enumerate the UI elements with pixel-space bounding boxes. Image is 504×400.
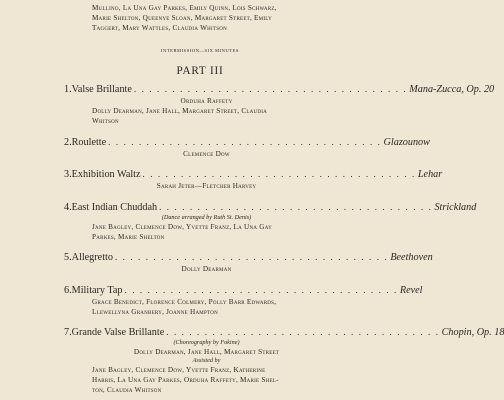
item-composer: Revel <box>399 285 423 296</box>
item-performers: Dolly Dearman <box>181 265 232 273</box>
item-cast-line: ton, Claudia Whitson <box>92 386 162 394</box>
item-title: Military Tap <box>71 285 123 296</box>
item-cast-line: Jane Bagley, Clemence Dow, Yvette Franz, Katherine <box>92 366 266 374</box>
program-item <box>64 168 443 191</box>
cast-continuation <box>92 3 382 33</box>
dot-leaders: . . . . . . . . . . . . . . . . . . . . . . . . . . . . . . . . . . . . <box>142 169 416 179</box>
dot-leaders: . . . . . . . . . . . . . . . . . . . . . . . . . . . . . . . . . . . . <box>108 137 382 147</box>
item-composer: Chopin, Op. 18 <box>441 327 504 338</box>
item-cast-line: Whitson <box>92 117 119 125</box>
item-composer: Beethoven <box>390 252 433 263</box>
item-cast-line: Grace Benedict, Florence Colmery, Polly Barr Edwards, <box>92 298 277 306</box>
item-performers: Orduha Raffety <box>180 97 233 105</box>
item-title: Roulette <box>71 137 107 148</box>
program-item <box>64 284 423 317</box>
program-item <box>64 251 433 274</box>
item-note: (Dance arranged by Ruth St. Denis) <box>161 214 252 221</box>
item-number: 7. <box>64 327 72 338</box>
item-composer: Mana-Zucca, Op. 20 <box>409 84 495 95</box>
item-number: 2. <box>64 137 72 148</box>
intermission-note: INTERMISSION—SIX MINUTES <box>161 48 239 53</box>
item-composer: Glazounow <box>383 137 430 148</box>
item-performers: Sarah Jeter—Fletcher Harvey <box>156 182 257 190</box>
item-composer: Lehar <box>417 169 443 180</box>
item-title: Grande Valse Brillante <box>71 327 165 338</box>
assisted-by-label: Assisted by <box>192 357 221 364</box>
item-composer: Strickland <box>434 202 477 213</box>
item-number: 3. <box>64 169 72 180</box>
item-performers: Dolly Dearman, Jane Hall, Margaret Street <box>133 348 280 356</box>
program-item <box>64 326 504 395</box>
item-cast-line: Dolly Dearman, Jane Hall, Margaret Street, Claudia <box>92 107 268 115</box>
item-number: 4. <box>64 202 72 213</box>
item-cast-line: Llewellyna Granbery, Joanne Hampton <box>92 308 218 316</box>
program-item <box>64 201 477 242</box>
item-performers: Clemence Dow <box>183 150 230 158</box>
item-title: Exhibition Waltz <box>71 169 141 180</box>
cast-line: Mullino, La Una Gay Parkes, Emily Quinn, Lois Schwarz, <box>92 4 277 12</box>
item-note: (Choreography by Fokine) <box>173 339 240 346</box>
dot-leaders: . . . . . . . . . . . . . . . . . . . . . . . . . . . . . . . . . . . . <box>159 202 433 212</box>
program-item <box>64 83 495 126</box>
cast-line: Taggert, Mary Wattles, Claudia Whitson <box>92 24 227 32</box>
dot-leaders: . . . . . . . . . . . . . . . . . . . . . . . . . . . . . . . . . . . . <box>124 285 398 295</box>
item-cast-line: Parkes, Marie Shelton <box>92 233 165 241</box>
dot-leaders: . . . . . . . . . . . . . . . . . . . . . . . . . . . . . . . . . . . . <box>133 84 408 94</box>
item-title: Allegretto <box>71 252 113 263</box>
cast-line: Marie Shelton, Queenye Sloan, Margaret Street, Emily <box>92 14 272 22</box>
item-number: 6. <box>64 285 72 296</box>
item-cast-line: Harris, La Una Gay Parkes, Orduha Raffety, Marie Shel- <box>92 376 279 384</box>
item-number: 5. <box>64 252 72 263</box>
item-number: 1. <box>64 84 72 95</box>
item-title: East Indian Chuddah <box>71 202 158 213</box>
program-item <box>64 136 430 159</box>
dot-leaders: . . . . . . . . . . . . . . . . . . . . . . . . . . . . . . . . . . . . <box>166 327 440 337</box>
item-title: Valse Brillante <box>71 84 132 95</box>
part-title: PART III <box>176 65 224 77</box>
dot-leaders: . . . . . . . . . . . . . . . . . . . . . . . . . . . . . . . . . . . . <box>114 252 389 262</box>
item-cast-line: Jane Bagley, Clemence Dow, Yvette Franz, La Una Gay <box>92 223 272 231</box>
